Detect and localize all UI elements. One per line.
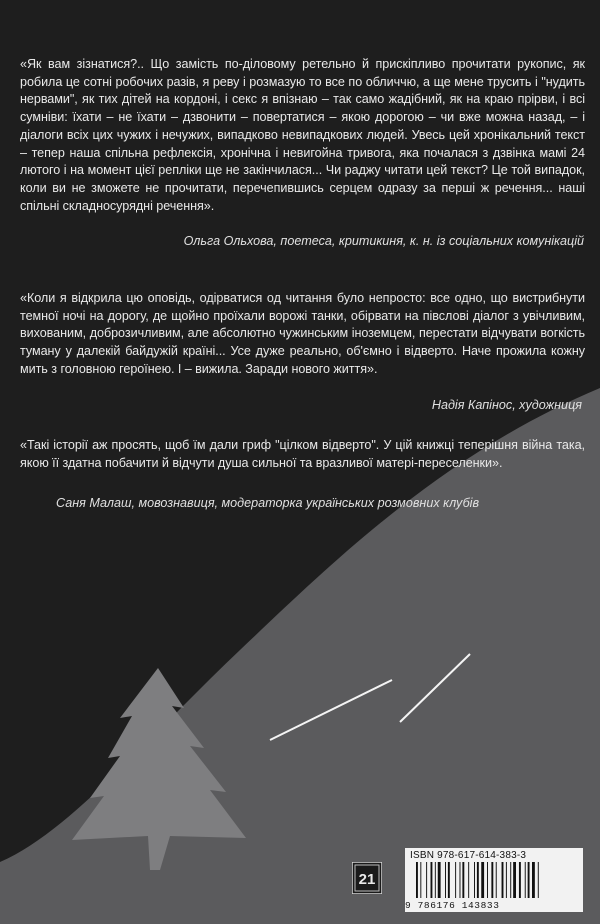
barcode-bar: [448, 862, 450, 898]
barcode-bar: [438, 862, 441, 898]
publisher-logo-text: 21: [358, 871, 376, 888]
quote-olkhova: «Як вам зізнатися?.. Що замість по-діловому ретельно й прискіпливо прочитати рукопис, як робила це сотні робочих разів, я реву і розмазую то все по обличчю, а ще мене трусить і "нудить нервами", як тих дітей на кордоні, і секс я впізнаю – так само жадібний, як на краю прірви, і всі сумніви: їхати – не їхати – дзвонити – повертатися – якою дорогою – чи вже можна назад, – і діалоги всіх цих чужих і нечужих, випадково невипадкових людей. Увесь цей хронікальний текст – тепер наша спільна рефлексія, хронічна і невигойна тривога, яка почалася з дзвінка мамі 24 лютого і на момент цієї репліки ще не закінчилася... Чи раджу читати цей текст? Це той випадок, коли ви не зможете не прочитати, перечепившись серцем одразу за перші ж речення... наші спільні складносурядні речення».: [20, 57, 585, 213]
quote-malash: «Такі історії аж просять, щоб їм дали гриф "цілком відверто". У цій книжці теперішня війна така, якою її здатна побачити й відчути душа сильної та вразливої матері-переселенки».: [20, 438, 585, 470]
barcode-bar: [502, 862, 504, 898]
barcode-bar: [513, 862, 516, 898]
barcode-bar: [460, 862, 461, 898]
isbn-label: ISBN 978-617-614-383-3: [410, 850, 527, 861]
barcode-bar: [462, 862, 464, 898]
barcode-bar: [455, 862, 456, 898]
barcode-icon: [408, 862, 580, 900]
barcode-bar: [420, 862, 421, 898]
barcode-bar: [538, 862, 539, 898]
barcode-bar: [506, 862, 507, 898]
barcode-bar: [519, 862, 521, 898]
barcode-bar: [426, 862, 427, 898]
barcode-bar: [528, 862, 530, 898]
quote-author-olkhova: Ольга Ольхова, поетеса, критикиня, к. н. із соціальних комунікацій: [183, 234, 584, 248]
barcode-bar: [491, 862, 493, 898]
barcode-bar: [477, 862, 479, 898]
barcode-bar: [487, 862, 488, 898]
barcode-bar: [496, 862, 497, 898]
barcode-bar: [510, 862, 511, 898]
barcode-bar: [435, 862, 436, 898]
barcode-bar: [474, 862, 475, 898]
barcode-bar: [431, 862, 433, 898]
quote-kapinos: «Коли я відкрила цю оповідь, одірватися од читання було непросто: все одно, що вистрибнути темної ночі на дорогу, де щойно проїхали ворожі танки, обірвати на півслові діалог з увічливим, вихованим, доброзичливим, але абсолютно чужинським іноземцем, перестати відчувати вогкість туману у далекій байдужій країні... Усе дуже реально, об'ємно і відверто. Наче прожила кожну мить з головною героїнею. І – вижила. Заради нового життя».: [20, 291, 585, 376]
barcode-bar: [445, 862, 446, 898]
publisher-logo-icon: [352, 862, 382, 894]
barcode-bar: [481, 862, 484, 898]
barcode-bar: [416, 862, 418, 898]
quote-author-malash: Саня Малаш, мовознавиця, модераторка українських розмовних клубів: [56, 496, 480, 510]
barcode-bar: [525, 862, 526, 898]
barcode-bar: [468, 862, 469, 898]
barcode-number: 9 786176 143833: [405, 900, 500, 911]
quote-author-kapinos: Надія Капінос, художниця: [431, 398, 582, 412]
barcode-bar: [532, 862, 535, 898]
